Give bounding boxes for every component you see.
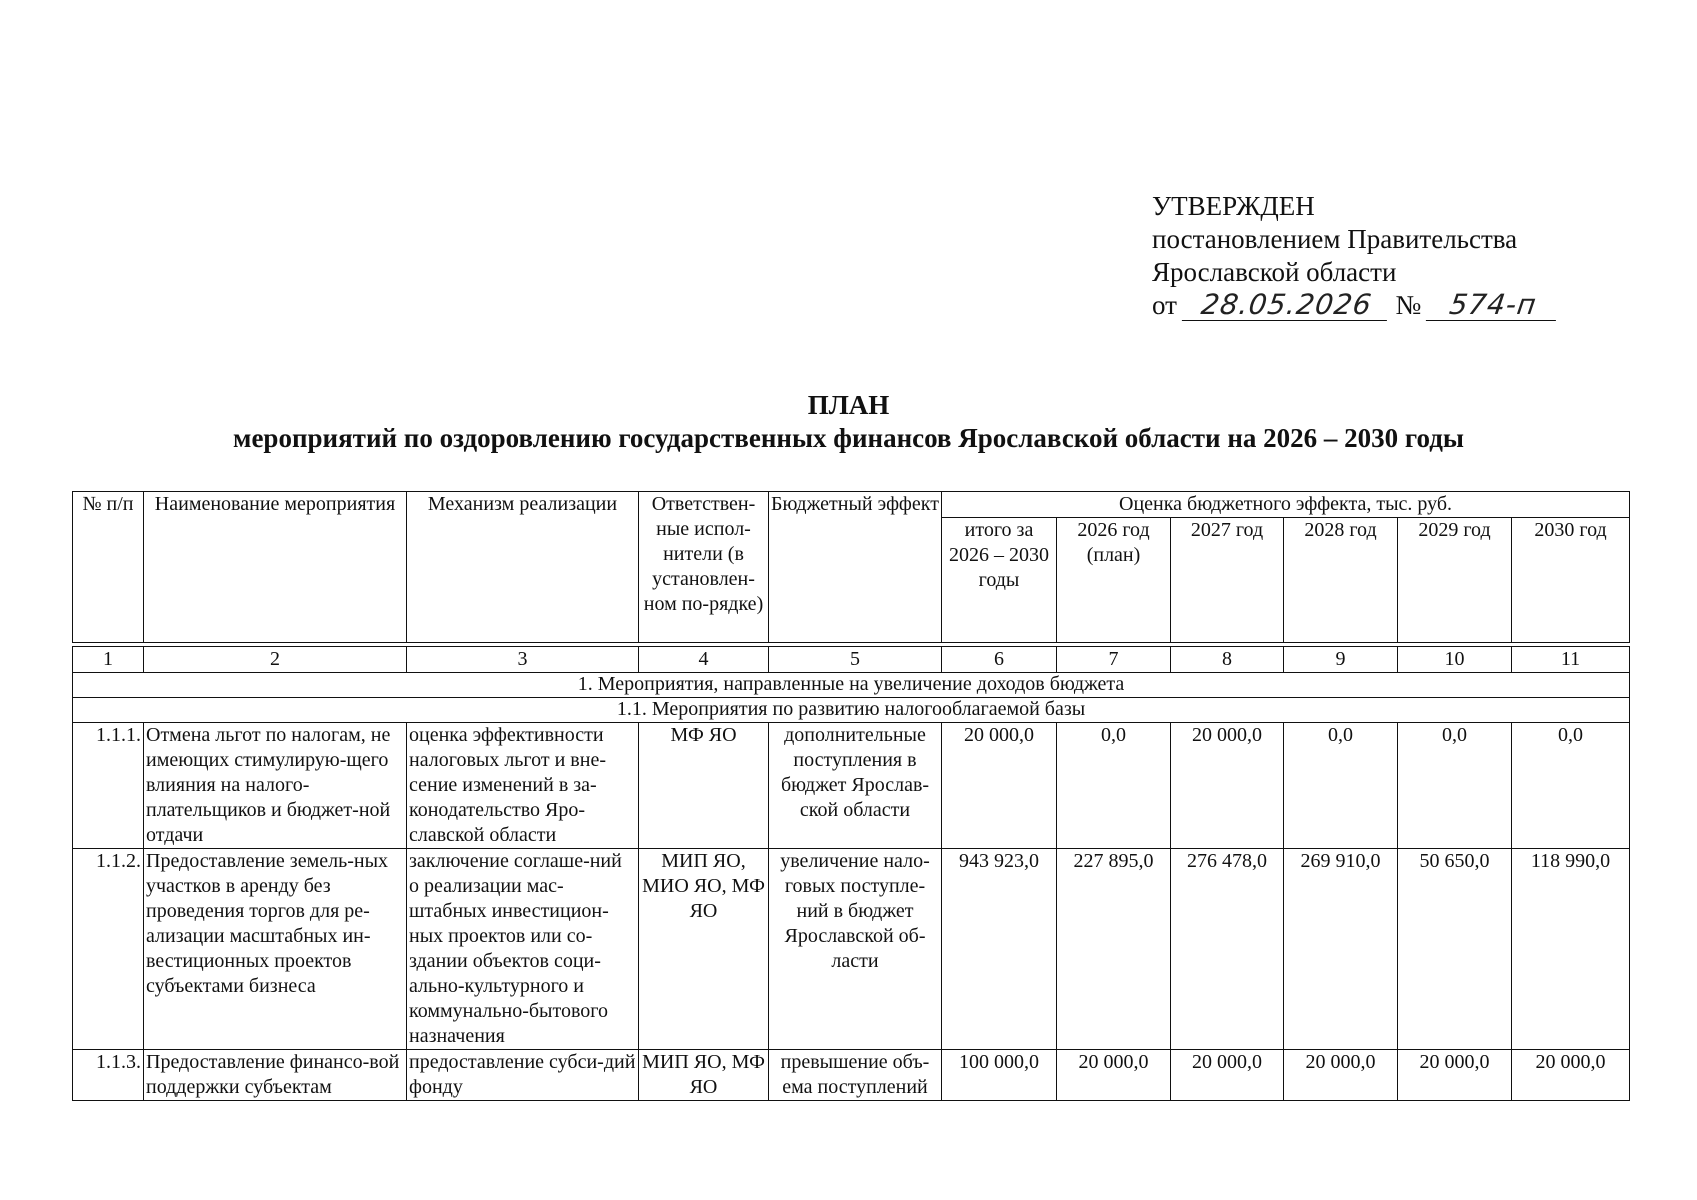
row-2030: 20 000,0 bbox=[1512, 1050, 1630, 1101]
column-number: 6 bbox=[942, 647, 1057, 673]
approval-date-number-line bbox=[1152, 289, 1558, 322]
row-2028: 269 910,0 bbox=[1284, 849, 1398, 1050]
row-name: Предоставление финансо-вой поддержки субъектам bbox=[144, 1050, 407, 1101]
row-2027: 20 000,0 bbox=[1171, 1050, 1284, 1101]
row-name: Отмена льгот по налогам, не имеющих стимулирую-щего влияния на налого-плательщиков и бюджет-ной отдачи bbox=[144, 723, 407, 849]
document-subtitle: мероприятий по оздоровлению государственных финансов Ярославской области на 2026 – 2030 годы bbox=[233, 423, 1464, 453]
column-number: 1 bbox=[73, 647, 144, 673]
row-2026: 0,0 bbox=[1057, 723, 1171, 849]
header-name: Наименование мероприятия bbox=[144, 492, 407, 643]
row-2028: 20 000,0 bbox=[1284, 1050, 1398, 1101]
column-number: 7 bbox=[1057, 647, 1171, 673]
row-name: Предоставление земель-ных участков в аренду без проведения торгов для ре-ализации масштабных ин-вестиционных проектов субъектами бизнеса bbox=[144, 849, 407, 1050]
row-total: 100 000,0 bbox=[942, 1050, 1057, 1101]
row-total: 943 923,0 bbox=[942, 849, 1057, 1050]
row-2030: 118 990,0 bbox=[1512, 849, 1630, 1050]
row-num: 1.1.1. bbox=[73, 723, 144, 849]
row-2027: 276 478,0 bbox=[1171, 849, 1284, 1050]
header-2027: 2027 год bbox=[1171, 518, 1284, 643]
row-effect: увеличение нало-говых поступле-ний в бюджет Ярославской об-ласти bbox=[769, 849, 942, 1050]
handwritten-date: 28.05.2026 bbox=[1182, 290, 1391, 321]
header-estimate-group: Оценка бюджетного эффекта, тыс. руб. bbox=[942, 492, 1630, 518]
header-effect: Бюджетный эффект bbox=[769, 492, 942, 643]
column-number: 10 bbox=[1398, 647, 1512, 673]
from-label: от bbox=[1152, 290, 1177, 320]
column-number: 2 bbox=[144, 647, 407, 673]
subsection-heading: 1.1. Мероприятия по развитию налогооблагаемой базы bbox=[73, 698, 1630, 723]
number-label: № bbox=[1395, 290, 1422, 320]
row-2029: 0,0 bbox=[1398, 723, 1512, 849]
row-num: 1.1.2. bbox=[73, 849, 144, 1050]
column-number: 3 bbox=[407, 647, 639, 673]
row-2026: 227 895,0 bbox=[1057, 849, 1171, 1050]
row-mechanism: оценка эффективности налоговых льгот и вне-сение изменений в за-конодательство Яро-славской области bbox=[407, 723, 639, 849]
header-2026: 2026 год (план) bbox=[1057, 518, 1171, 643]
row-mechanism: предоставление субси-дий фонду bbox=[407, 1050, 639, 1101]
row-2030: 0,0 bbox=[1512, 723, 1630, 849]
approval-region: Ярославской области bbox=[1152, 257, 1397, 287]
header-2028: 2028 год bbox=[1284, 518, 1398, 643]
row-2029: 50 650,0 bbox=[1398, 849, 1512, 1050]
approval-heading: УТВЕРЖДЕН bbox=[1152, 191, 1315, 221]
header-mechanism: Механизм реализации bbox=[407, 492, 639, 643]
row-effect: превышение объ-ема поступлений bbox=[769, 1050, 942, 1101]
section-heading: 1. Мероприятия, направленные на увеличение доходов бюджета bbox=[73, 673, 1630, 698]
plan-table bbox=[72, 491, 1630, 1101]
header-total: итого за 2026 – 2030 годы bbox=[942, 518, 1057, 643]
row-num: 1.1.3. bbox=[73, 1050, 144, 1101]
header-2029: 2029 год bbox=[1398, 518, 1512, 643]
section-row bbox=[73, 673, 1630, 698]
table-row bbox=[73, 849, 1630, 1050]
table-row bbox=[73, 1050, 1630, 1101]
column-number: 8 bbox=[1171, 647, 1284, 673]
row-effect: дополнительные поступления в бюджет Ярослав-ской области bbox=[769, 723, 942, 849]
header-num: № п/п bbox=[73, 492, 144, 643]
row-executors: МФ ЯО bbox=[639, 723, 769, 849]
header-row-top bbox=[73, 492, 1630, 518]
header-2030: 2030 год bbox=[1512, 518, 1630, 643]
row-2029: 20 000,0 bbox=[1398, 1050, 1512, 1101]
row-mechanism: заключение соглаше-ний о реализации мас-штабных инвестицион-ных проектов или со-здании объектов соци-ально-культурного и коммунально-бытового назначения bbox=[407, 849, 639, 1050]
approval-authority: постановлением Правительства bbox=[1152, 224, 1518, 254]
row-2028: 0,0 bbox=[1284, 723, 1398, 849]
subsection-row bbox=[73, 698, 1630, 723]
row-total: 20 000,0 bbox=[942, 723, 1057, 849]
handwritten-number: 574-п bbox=[1426, 290, 1560, 321]
document-title: ПЛАН bbox=[807, 390, 890, 420]
column-number: 5 bbox=[769, 647, 942, 673]
header-executors: Ответствен-ные испол-нители (в установлен-ном по-рядке) bbox=[639, 492, 769, 643]
approval-block bbox=[1152, 190, 1558, 322]
column-number: 9 bbox=[1284, 647, 1398, 673]
row-executors: МИП ЯО, МФ ЯО bbox=[639, 1050, 769, 1101]
column-number: 4 bbox=[639, 647, 769, 673]
row-2027: 20 000,0 bbox=[1171, 723, 1284, 849]
row-executors: МИП ЯО, МИО ЯО, МФ ЯО bbox=[639, 849, 769, 1050]
table-row bbox=[73, 723, 1630, 849]
column-number: 11 bbox=[1512, 647, 1630, 673]
row-2026: 20 000,0 bbox=[1057, 1050, 1171, 1101]
column-number-row bbox=[73, 647, 1630, 673]
